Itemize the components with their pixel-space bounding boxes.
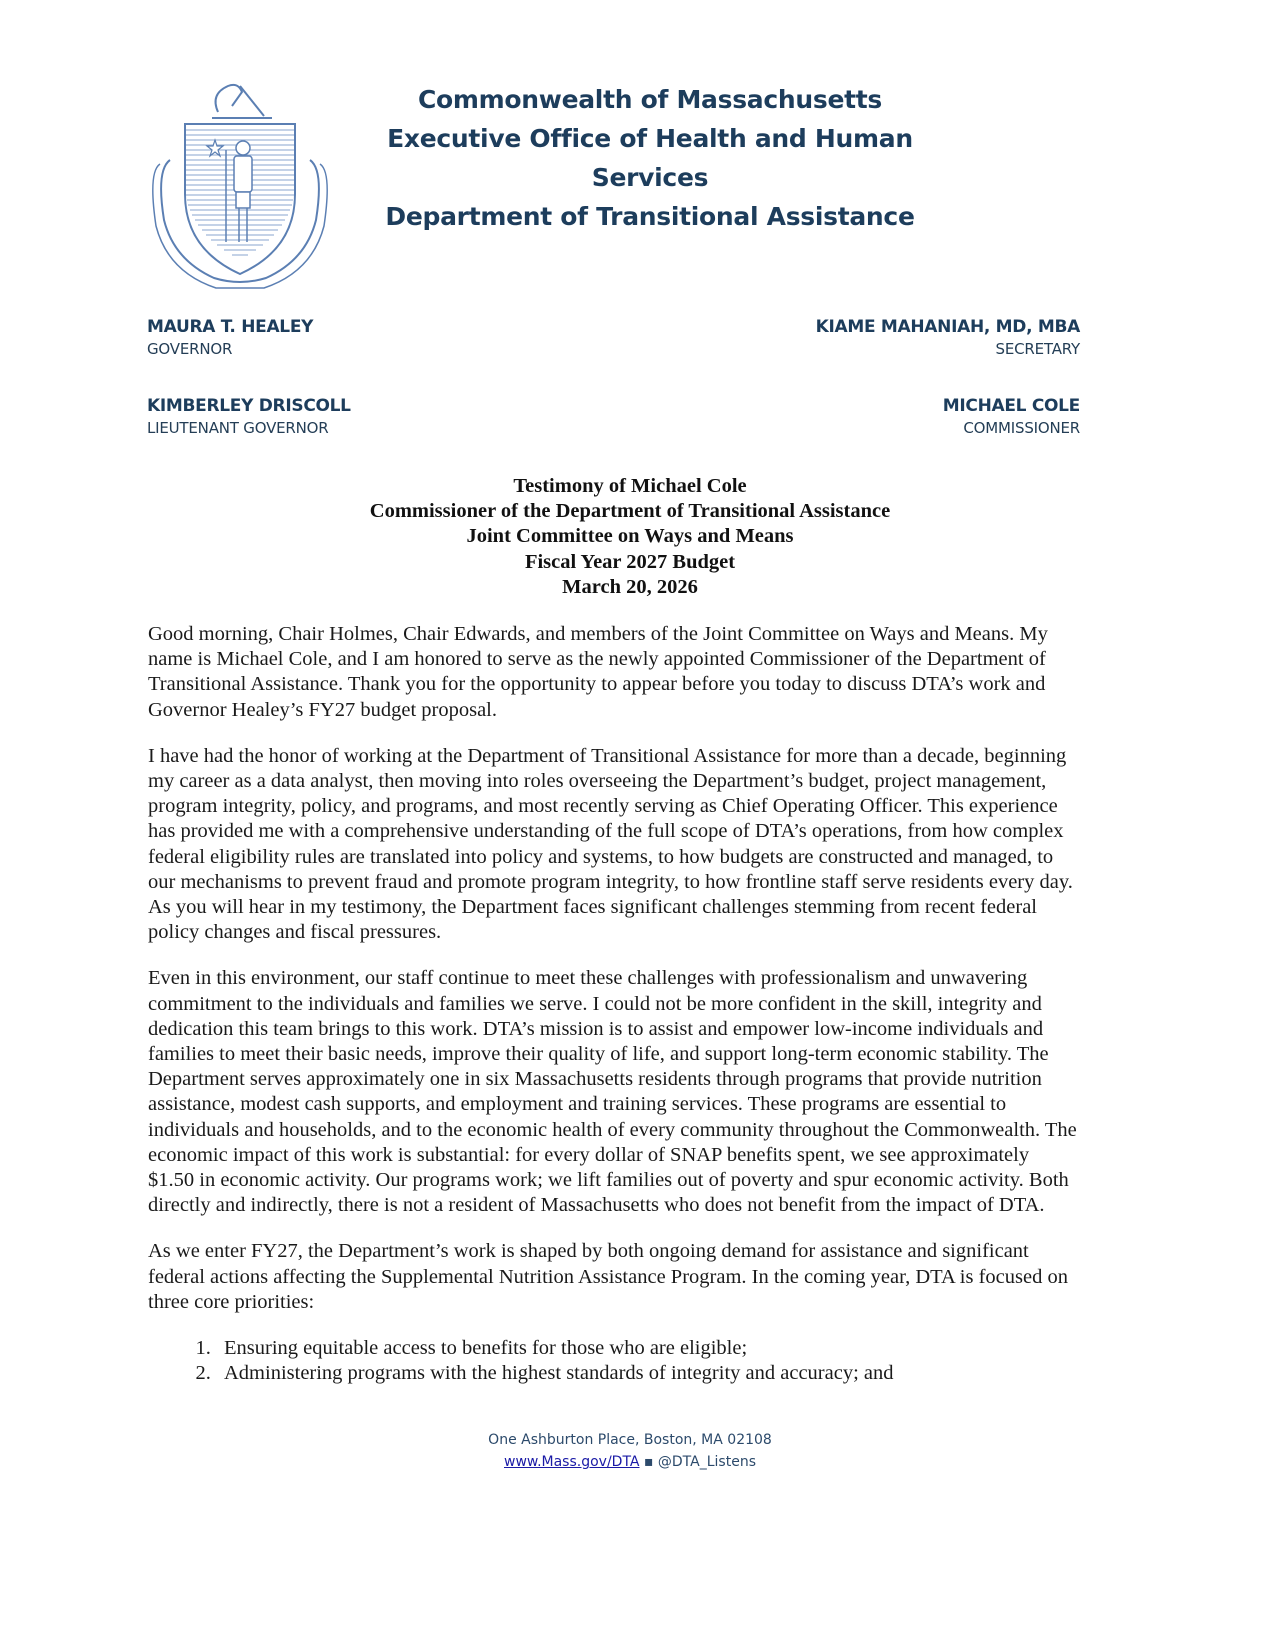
letterhead-department: Department of Transitional Assistance [385,202,915,231]
page-footer [380,1429,880,1473]
footer-separator: ▪ [643,1454,654,1470]
body-paragraph: As we enter FY27, the Department’s work is shaped by both ongoing demand for assistance and significant federal actions affecting the Supplemental Nutrition Assistance Program. In the coming year, DTA is focused on three core priorities: [148,1240,1068,1313]
social-handle: @DTA_Listens [657,1454,756,1470]
letterhead-commonwealth: Commonwealth of Massachusetts [417,85,882,114]
official-governor [147,316,313,360]
priorities-list [148,1336,1080,1386]
official-title: LIEUTENANT GOVERNOR [147,419,329,437]
testimony-budget: Fiscal Year 2027 Budget [524,550,736,573]
letterhead-executive-office: Executive Office of Health and Human Services [387,124,913,192]
priority-item: 2. Administering programs with the highest standards of integrity and accuracy; and [216,1361,1080,1386]
priority-item: 1. Ensuring equitable access to benefits for those who are eligible; [216,1336,1080,1361]
official-name: MICHAEL COLE [942,396,1080,416]
official-title: GOVERNOR [147,340,233,358]
testimony-committee: Joint Committee on Ways and Means [466,525,794,548]
body-paragraph: Good morning, Chair Holmes, Chair Edwards, and members of the Joint Committee on Ways and Means. My name is Michael Cole, and I am honored to serve as the newly appointed Commissioner of the Department of Transitional Assistance. Thank you for the opportunity to appear before you today to discuss DTA’s work and Governor Healey’s FY27 budget proposal. [148,623,1048,721]
website-link[interactable]: www.Mass.gov/DTA [504,1454,640,1470]
body-paragraph: Even in this environment, our staff continue to meet these challenges with professionalism and unwavering commitment to the individuals and families we serve. I could not be more confident in the skill, integrity and dedication this team brings to this work. DTA’s mission is to assist and empower low-income individuals and families to meet their basic needs, improve their quality of life, and support long-term economic stability. The Department serves approximately one in six Massachusetts residents through programs that provide nutrition assistance, modest cash supports, and employment and training services. These programs are essential to individuals and households, and to the economic health of every community throughout the Commonwealth. The economic impact of this work is substantial: for every dollar of SNAP benefits spent, we see approximately $1.50 in economic activity. Our programs work; we lift families out of poverty and spur economic activity. Both directly and indirectly, there is not a resident of Massachusetts who does not benefit from the impact of DTA. [148,967,1077,1217]
official-secretary [816,316,1080,360]
testimony-title-block [200,474,1060,600]
official-lieutenant-governor [147,395,351,439]
testimony-date: March 20, 2026 [562,575,698,598]
official-name: KIAME MAHANIAH, MD, MBA [815,317,1080,337]
footer-links [380,1451,880,1473]
official-title: SECRETARY [995,340,1080,358]
body-paragraph: I have had the honor of working at the Department of Transitional Assistance for more than a decade, beginning my career as a data analyst, then moving into roles overseeing the Department’s budget, project management, program integrity, policy, and programs, and most recently serving as Chief Operating Officer. This experience has provided me with a comprehensive understanding of the full scope of DTA’s operations, from how complex federal eligibility rules are translated into policy and systems, to how budgets are constructed and managed, to our mechanisms to prevent fraud and promote program integrity, to how frontline staff serve residents every day. As you will hear in my testimony, the Department faces significant challenges stemming from recent federal policy changes and fiscal pressures. [148,744,1073,944]
footer-address: One Ashburton Place, Boston, MA 02108 [488,1432,772,1448]
testimony-title: Testimony of Michael Cole [513,475,747,497]
official-name: MAURA T. HEALEY [147,317,314,337]
letterhead [330,80,970,236]
official-name: KIMBERLEY DRISCOLL [147,396,351,416]
testimony-body [148,622,1080,1386]
official-title: COMMISSIONER [963,419,1080,437]
official-commissioner [943,395,1080,439]
massachusetts-state-seal-icon [140,72,340,290]
testimony-role: Commissioner of the Department of Transitional Assistance [369,500,891,523]
